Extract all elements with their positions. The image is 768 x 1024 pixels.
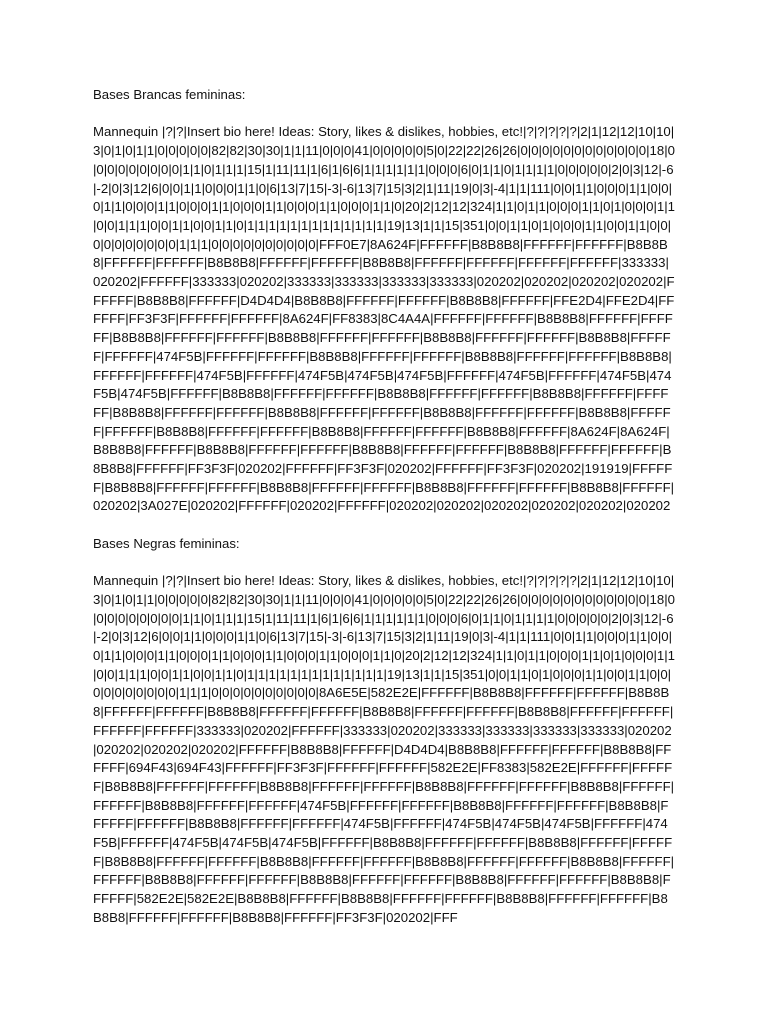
section-body-negras: Mannequin |?|?|Insert bio here! Ideas: Story, likes & dislikes, hobbies, etc!|?|?|?|?|?|2|1|12|12|10|10|3|0|1|0|1|1|0|0|0|0|0|82|82|30|30|1|1|11|0|0|0|41|0|0|0|0|0|5|0|22|22|26|26|0|0|0|0|0|0|0|0|0|0|0|0|18|0|0|0|0|0|0|0|0|0|1|1|0|1|1|1|15|1|11|11|1|6|1|6|6|1|1|1|1|1|1|0|0|0|6|0|1|1|0|1|1|1|1|0|0|0|0|0|2|0|3|12|-6|-2|0|3|12|6|0|0|1|1|0|0|0|1|1|0|6|13|7|15|-3|-6|13|7|15|3|2|1|11|19|0|3|-4|1|1|111|0|0|1|1|0|0|0|1|1|0|0|0|1|1|0|0|0|1|1|0|0|0|1|1|0|0|0|1|1|0|0|0|1|1|0|0|0|1|1|0|20|2|12|12|324|1|1|0|1|1|0|0|0|1|1|0|1|0|0|0|1|1|0|0|1|1|1|0|0|1|1|0|0|1|1|0|1|1|1|1|1|1|1|1|1|1|1|1|1|19|13|1|1|15|351|0|0|1|1|0|1|0|0|0|1|1|0|0|1|1|0|0|0|0|0|0|0|0|0|0|1|1|1|0|0|0|0|0|0|0|0|0|0|8A6E5E|582E2E|FFFFFF|B8B8B8|FFFFFF|FFFFFF|B8B8B8|FFFFFF|FFFFFF|B8B8B8|FFFFFF|FFFFFF|B8B8B8|FFFFFF|FFFFFF|B8B8B8|FFFFFF|FFFFFF|FFFFFF|FFFFFF|333333|020202|FFFFFF|333333|020202|333333|333333|333333|333333|020202|020202|020202|020202|FFFFFF|B8B8B8|FFFFFF|D4D4D4|B8B8B8|FFFFFF|FFFFFF|B8B8B8|FFFFFF|694F43|694F43|FFFFFF|FF3F3F|FFFFFF|FFFFFF|582E2E|FF8383|582E2E|FFFFFF|FFFFFF|B8B8B8|FFFFFF|FFFFFF|B8B8B8|FFFFFF|FFFFFF|B8B8B8|FFFFFF|FFFFFF|B8B8B8|FFFFFF|FFFFFF|B8B8B8|FFFFFF|FFFFFF|474F5B|FFFFFF|FFFFFF|B8B8B8|FFFFFF|FFFFFF|B8B8B8|FFFFFF|FFFFFF|B8B8B8|FFFFFF|FFFFFF|474F5B|FFFFFF|474F5B|474F5B|474F5B|FFFFFF|474F5B|FFFFFF|474F5B|474F5B|474F5B|FFFFFF|B8B8B8|FFFFFF|FFFFFF|B8B8B8|FFFFFF|FFFFFF|B8B8B8|FFFFFF|FFFFFF|B8B8B8|FFFFFF|FFFFFF|B8B8B8|FFFFFF|FFFFFF|B8B8B8|FFFFFF|FFFFFF|B8B8B8|FFFFFF|FFFFFF|B8B8B8|FFFFFF|FFFFFF|B8B8B8|FFFFFF|FFFFFF|B8B8B8|FFFFFF|582E2E|582E2E|B8B8B8|FFFFFF|B8B8B8|FFFFFF|FFFFFF|B8B8B8|FFFFFF|FFFFFF|B8B8B8|FFFFFF|FFFFFF|B8B8B8|FFFFFF|FF3F3F|020202|FFF [93, 573, 676, 925]
section-body-brancas: Mannequin |?|?|Insert bio here! Ideas: Story, likes & dislikes, hobbies, etc!|?|?|?|?|?|2|1|12|12|10|10|3|0|1|0|1|1|0|0|0|0|0|82|82|30|30|1|1|11|0|0|0|41|0|0|0|0|0|5|0|22|22|26|26|0|0|0|0|0|0|0|0|0|0|0|0|18|0|0|0|0|0|0|0|0|0|1|1|0|1|1|1|15|1|11|11|1|6|1|6|6|1|1|1|1|1|1|0|0|0|6|0|1|1|0|1|1|1|1|0|0|0|0|0|2|0|3|12|-6|-2|0|3|12|6|0|0|1|1|0|0|0|1|1|0|6|13|7|15|-3|-6|13|7|15|3|2|1|11|19|0|3|-4|1|1|111|0|0|1|1|0|0|0|1|1|0|0|0|1|1|0|0|0|1|1|0|0|0|1|1|0|0|0|1|1|0|0|0|1|1|0|0|0|1|1|0|20|2|12|12|324|1|1|0|1|1|0|0|0|1|1|0|1|0|0|0|1|1|0|0|1|1|1|0|0|1|1|0|0|1|1|0|1|1|1|1|1|1|1|1|1|1|1|1|1|19|13|1|1|15|351|0|0|1|1|0|1|0|0|0|1|1|0|0|1|1|0|0|0|0|0|0|0|0|0|0|1|1|1|0|0|0|0|0|0|0|0|0|0|FFF0E7|8A624F|FFFFFF|B8B8B8|FFFFFF|FFFFFF|B8B8B8|FFFFFF|FFFFFF|B8B8B8|FFFFFF|FFFFFF|B8B8B8|FFFFFF|FFFFFF|FFFFFF|FFFFFF|333333|020202|FFFFFF|333333|020202|333333|333333|333333|333333|020202|020202|020202|020202|FFFFFF|B8B8B8|FFFFFF|D4D4D4|B8B8B8|FFFFFF|FFFFFF|B8B8B8|FFFFFF|FFE2D4|FFE2D4|FFFFFF|FF3F3F|FFFFFF|FFFFFF|8A624F|FF8383|8C4A4A|FFFFFF|FFFFFF|B8B8B8|FFFFFF|FFFFFF|B8B8B8|FFFFFF|FFFFFF|B8B8B8|FFFFFF|FFFFFF|B8B8B8|FFFFFF|FFFFFF|B8B8B8|FFFFFF|FFFFFF|474F5B|FFFFFF|FFFFFF|B8B8B8|FFFFFF|FFFFFF|B8B8B8|FFFFFF|FFFFFF|B8B8B8|FFFFFF|FFFFFF|474F5B|FFFFFF|474F5B|474F5B|474F5B|FFFFFF|474F5B|FFFFFF|474F5B|474F5B|474F5B|FFFFFF|B8B8B8|FFFFFF|FFFFFF|B8B8B8|FFFFFF|FFFFFF|B8B8B8|FFFFFF|FFFFFF|B8B8B8|FFFFFF|FFFFFF|B8B8B8|FFFFFF|FFFFFF|B8B8B8|FFFFFF|FFFFFF|B8B8B8|FFFFFF|FFFFFF|B8B8B8|FFFFFF|FFFFFF|B8B8B8|FFFFFF|FFFFFF|B8B8B8|FFFFFF|8A624F|8A624F|B8B8B8|FFFFFF|B8B8B8|FFFFFF|FFFFFF|B8B8B8|FFFFFF|FFFFFF|B8B8B8|FFFFFF|FFFFFF|B8B8B8|FFFFFF|FF3F3F|020202|FFFFFF|FF3F3F|020202|FFFFFF|FF3F3F|020202|191919|FFFFFF|B8B8B8|FFFFFF|FFFFFF|B8B8B8|FFFFFF|FFFFFF|B8B8B8|FFFFFF|FFFFFF|B8B8B8|FFFFFF|020202|3A027E|020202|FFFFFF|020202|FFFFFF|020202|020202|020202|020202|020202|020202 [93, 124, 676, 514]
document-content [93, 86, 675, 928]
section-heading-brancas: Bases Brancas femininas: [93, 87, 246, 102]
section-heading-negras: Bases Negras femininas: [93, 535, 240, 551]
section-spacer [93, 516, 675, 535]
